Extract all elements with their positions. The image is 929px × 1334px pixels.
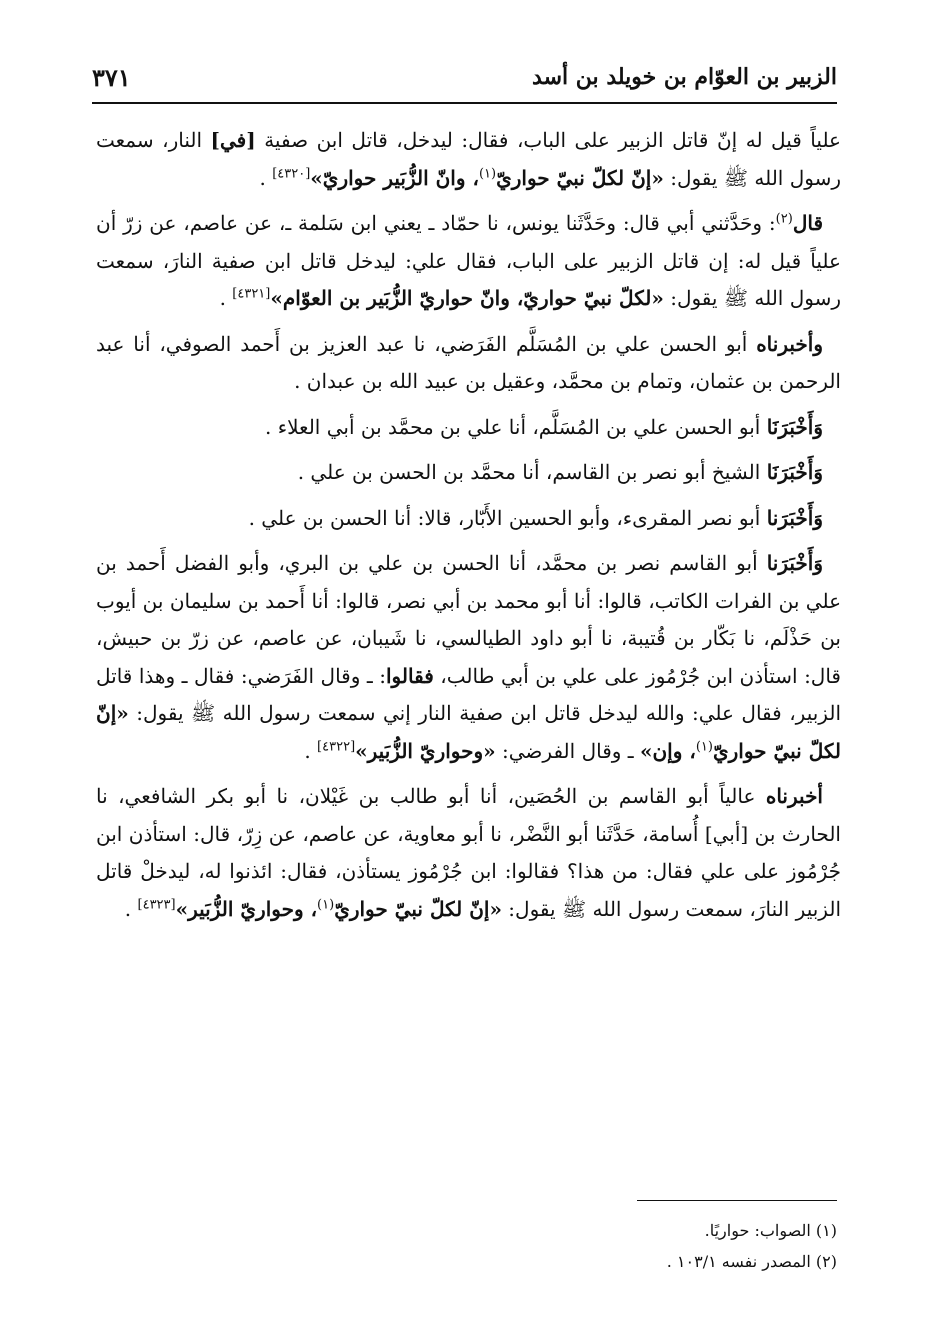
- bold-run: وَأَخْبَرَنَا: [766, 460, 823, 484]
- bold-run: «إنّ لكلّ نبيّ حواريّ: [496, 165, 664, 190]
- bold-run: ، وإن»: [639, 738, 696, 763]
- paragraph: [96, 500, 841, 538]
- bold-run: ، وحواريّ الزُّبَير»: [175, 896, 318, 921]
- bold-run: «وحواريّ الزُّبَير»: [355, 738, 496, 763]
- bold-run: «إنّ لكلّ نبيّ حواريّ: [334, 896, 502, 921]
- paragraph: [96, 409, 841, 447]
- text-run: أبو القاسم نصر بن محمَّد، أنا الحسن بن علي بن البري، وأبو الفضل أَحمد بن علي بن الفرات الكاتب، قالوا: أنا أبو محمد بن أبي نصر، قالوا: أنا أَحمد بن سليمان بن أيوب بن حَذْلَم، نا بَكّار بن قُتيبة، نا أبو داود الطيالسي، نا شَيبان، عن عاصم، عن زرّ بن حبيش، قال: استأذن ابن جُرْمُوز على علي بن أبي طالب،: [96, 551, 841, 688]
- text-run: .: [304, 738, 318, 763]
- text-run: عالياً أبو القاسم بن الحُصَين، أنا أبو طالب بن غَيْلان، نا أبو بكر الشافعي، نا الحارث بن [أبي] أُسامة، حَدَّثَنا أبو النَّضْر، نا أبو معاوية، عن عاصم، عن زِرّ، قال: استأذن ابن جُرْمُوز على علي فقال: من هذا؟ فقالوا: ابن جُرْمُوز يستأذن، فقال: ائذنوا له، ليدخلْ قاتل الزبير النارَ، سمعت رسول الله ﷺ يقول:: [96, 784, 841, 921]
- text-run: علياً قيل له إنّ قاتل الزبير على الباب، فقال: ليدخل، قاتل ابن صفية: [255, 128, 841, 152]
- text-run: الشيخ أبو نصر بن القاسم، أنا محمَّد بن الحسن بن علي .: [297, 460, 767, 484]
- text-run: النار، سمعت رسول الله ﷺ يقول:: [96, 128, 841, 190]
- reference-marker: (١): [695, 738, 713, 754]
- bold-run: «إنّ لكلّ نبيّ حواريّ: [96, 701, 841, 763]
- text-run: أبو الحسن علي بن المُسَلَّم الفَرَضي، نا عبد العزيز بن أَحمد الصوفي، أنا عبد الرحمن بن عثمان، وتمام بن محمَّد، وعقيل بن عبيد الله بن عبدان .: [96, 331, 841, 393]
- footnote: (٢) المصدر نفسه ١٠٣/١ .: [666, 1252, 837, 1271]
- main-text: [96, 122, 841, 936]
- bold-run: أخبرناه: [765, 784, 823, 808]
- running-title: الزبير بن العوّام بن خويلد بن أسد: [532, 64, 837, 90]
- paragraph: [96, 122, 841, 197]
- bold-run: «لكلّ نبيّ حواريّ، وانّ حواريّ الزُّبَير بن العوّام»: [270, 286, 664, 310]
- paragraph: [96, 545, 841, 770]
- bold-run: ، وانّ الزُّبَير حواريّ»: [310, 165, 479, 190]
- text-run: : وحَدَّثني أبي قال: وحَدَّثَنا يونس، نا حمّاد ـ يعني ابن سَلمة ـ، عن عاصم، عن زرّ أن علياً قيل له: إن قاتل الزبير على الباب، فقال علي: ليدخل قاتل ابن صفية النارَ، سمعت رسول الله ﷺ يقول:: [96, 211, 841, 310]
- bold-run: وأخبرناه: [756, 331, 823, 356]
- bold-run: [في]: [210, 128, 256, 152]
- reference-marker: (١): [478, 165, 497, 181]
- reference-marker: (٢): [775, 211, 793, 227]
- text-run: .: [259, 165, 273, 190]
- footnote: (١) الصواب: حواريًا.: [704, 1221, 837, 1240]
- text-run: .: [124, 896, 138, 921]
- paragraph: [96, 454, 841, 492]
- text-run: أبو نصر المقرىء، وأبو الحسين الأَبّار، قالا: أنا الحسن بن علي .: [248, 505, 767, 530]
- paragraph: [96, 778, 841, 928]
- reference-marker: (١): [317, 896, 335, 912]
- reference-marker: [٤٣٢٠]: [272, 165, 311, 181]
- text-run: ـ وقال الفرضي:: [495, 738, 640, 763]
- paragraph: [96, 326, 841, 401]
- paragraph: [96, 205, 841, 318]
- footnote-divider: [637, 1200, 837, 1201]
- text-run: .: [219, 286, 233, 310]
- bold-run: وَأَخْبَرَنا: [766, 551, 823, 575]
- bold-run: فقالوا: [386, 663, 434, 688]
- text-run: أبو الحسن علي بن المُسَلَّم، أنا علي بن محمَّد بن أبي العلاء .: [265, 414, 767, 439]
- bold-run: قال: [792, 211, 823, 235]
- text-run: : ـ وقال الفَرَضي: فقال ـ وهذا قاتل الزبير، فقال علي: والله ليدخل قاتل ابن صفية النار إني سمعت رسول الله ﷺ يقول:: [96, 663, 841, 725]
- bold-run: وَأَخْبَرَنَا: [766, 414, 823, 439]
- bold-run: وَأَخْبَرَنا: [766, 505, 823, 530]
- page-header: [92, 52, 837, 104]
- page-number: ٣٧١: [92, 62, 131, 92]
- footnotes: [92, 1215, 837, 1277]
- reference-marker: [٤٣٢٢]: [317, 738, 356, 754]
- reference-marker: [٤٣٢١]: [232, 286, 271, 302]
- reference-marker: [٤٣٢٣]: [137, 896, 176, 912]
